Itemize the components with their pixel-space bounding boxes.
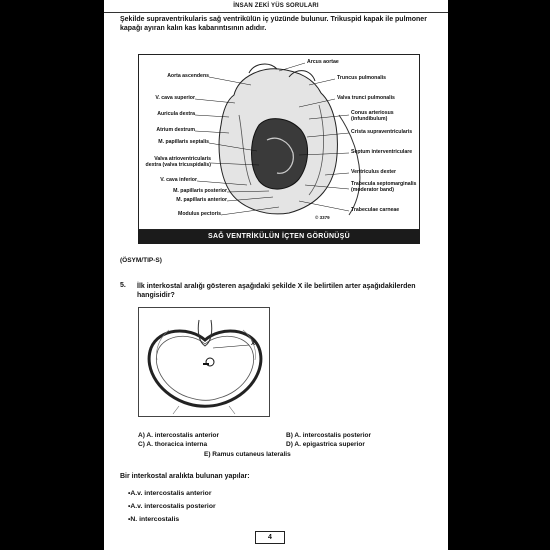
label-aorta-ascendens: Aorta ascendens <box>167 73 209 79</box>
option-a[interactable]: A) A. intercostalis anterior <box>138 432 220 439</box>
option-c[interactable]: C) A. thoracica interna <box>138 441 208 448</box>
label-truncus-pulmonalis: Truncus pulmonalis <box>337 75 386 81</box>
document-page <box>104 0 448 550</box>
question-text: İlk interkostal aralığı gösteren aşağıdaki şekilde X ile belirtilen arter aşağıdakilerden hangisidir? <box>137 283 416 299</box>
figure-code: © 3379 <box>315 215 330 220</box>
option-b[interactable]: B) A. intercostalis posterior <box>286 432 371 439</box>
label-ventriculus-dexter: Ventriculus dexter <box>351 169 396 175</box>
label-conus-arteriosus: Conus arteriosus (infundibulum) <box>351 110 394 122</box>
question-number: 5. <box>120 282 126 289</box>
page-header: İNSAN ZEKİ YÜS SORULARI <box>104 0 448 13</box>
label-m-papillaris-anterior: M. papillaris anterior <box>176 197 227 203</box>
label-atrium-dextrum: Atrium dextrum <box>156 127 195 133</box>
question-source: (ÖSYM/TIP-S) <box>120 257 162 264</box>
rib-cross-section <box>139 308 271 418</box>
page-number: 4 <box>255 531 285 544</box>
label-crista-supraventricularis: Crista supraventricularis <box>351 129 413 135</box>
note-item: •A.v. intercostalis anterior <box>128 490 212 497</box>
note-item: •A.v. intercostalis posterior <box>128 503 216 510</box>
figure-caption: SAĞ VENTRİKÜLÜN İÇTEN GÖRÜNÜŞÜ <box>138 230 420 244</box>
label-v-cava-superior: V. cava superior <box>155 95 195 101</box>
option-d[interactable]: D) A. epigastrica superior <box>286 441 365 448</box>
label-trabecula-septomarginalis: Trabecula septomarginalis (moderator band) <box>351 181 417 193</box>
intercostal-figure <box>138 307 270 417</box>
option-e[interactable]: E) Ramus cutaneus lateralis <box>204 451 291 458</box>
label-trabeculae-carneae: Trabeculae carneae <box>351 207 400 213</box>
heart-figure <box>138 54 420 230</box>
marker-x: X <box>251 341 256 347</box>
note-item: •N. intercostalis <box>128 516 180 523</box>
label-septum-interventriculare: Septum interventriculare <box>351 149 413 155</box>
note-title: Bir interkostal aralıkta bulunan yapılar: <box>120 473 250 480</box>
intro-paragraph: Şekilde supraventrikularis sağ ventrikülün iç yüzünde bulunur. Trikuspid kapak ile pulmoner kapağı ayıran kalın kas kabarıntısının adıdır. <box>120 16 427 32</box>
label-modulus-pectoris: Modulus pectoris <box>178 211 221 217</box>
label-valva-trunci-pulmonalis: Valva trunci pulmonalis <box>337 95 395 101</box>
label-v-cava-inferior: V. cava inferior <box>160 177 197 183</box>
label-arcus-aortae: Arcus aortae <box>307 59 339 65</box>
label-valva-tricuspidalis: Valva atrioventricularis dextra (valva tricuspidalis) <box>145 156 211 168</box>
label-auricula-dextra: Auricula dextra <box>157 111 195 117</box>
label-m-papillaris-posterior: M. papillaris posterior <box>173 188 227 194</box>
label-m-papillaris-septalis: M. papillaris septalis <box>158 139 209 145</box>
